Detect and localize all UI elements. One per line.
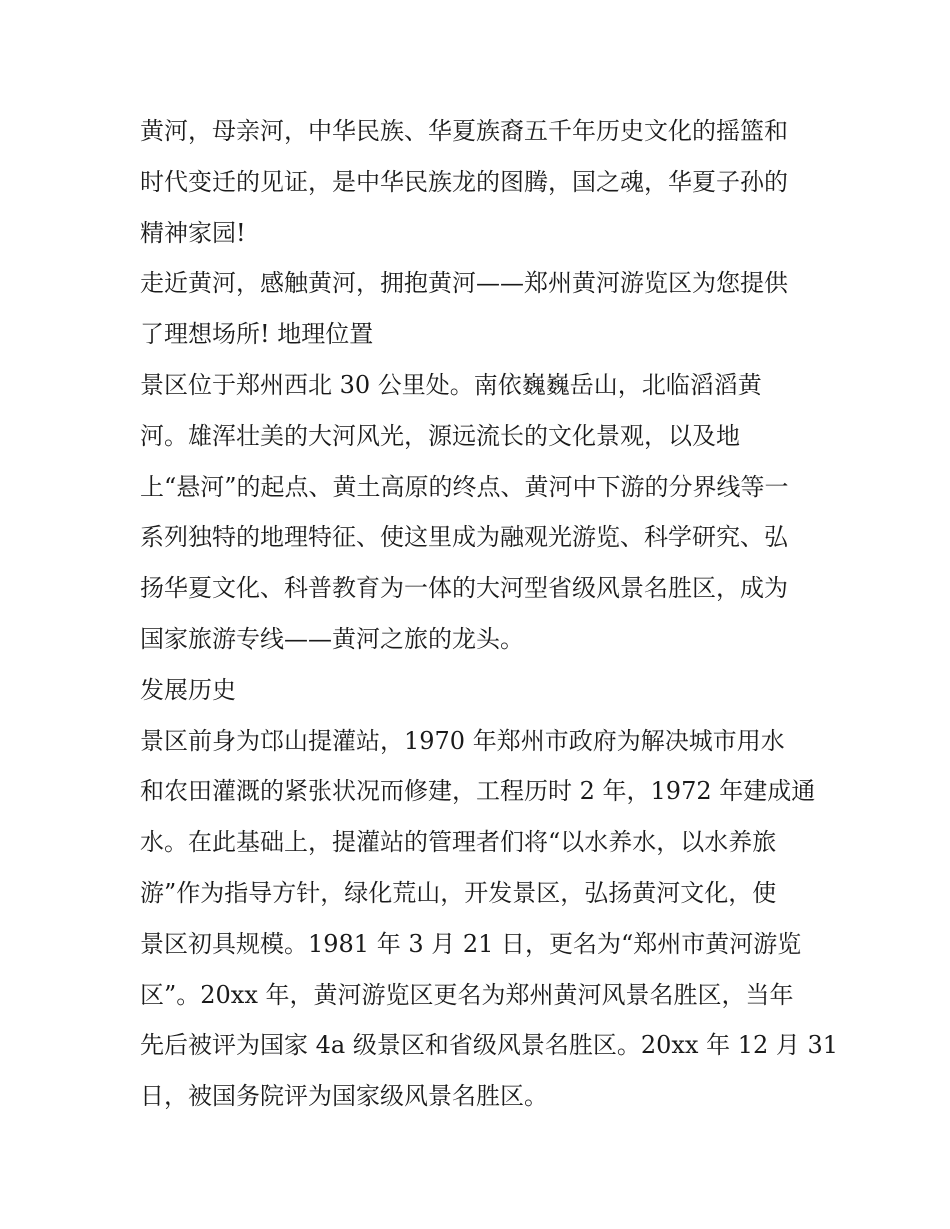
section-heading-history	[140, 665, 820, 716]
text-line: 了理想场所! 地理位置	[140, 320, 374, 349]
text-line: 水。在此基础上，提灌站的管理者们将“以水养水，以水养旅	[140, 828, 777, 857]
text-line: 时代变迁的见证，是中华民族龙的图腾，国之魂，华夏子孙的	[140, 167, 788, 196]
text-line: 走近黄河，感触黄河，拥抱黄河——郑州黄河游览区为您提供	[140, 269, 788, 298]
document-body	[140, 106, 839, 1122]
text-line: 和农田灌溉的紧张状况而修建，工程历时 2 年，1972 年建成通	[140, 777, 816, 806]
text-line: 景区初具规模。1981 年 3 月 21 日，更名为“郑州市黄河游览	[140, 929, 802, 958]
text-line: 扬华夏文化、科普教育为一体的大河型省级风景名胜区，成为	[140, 574, 788, 603]
text-line: 日，被国务院评为国家级风景名胜区。	[140, 1082, 548, 1111]
text-line: 游”作为指导方针，绿化荒山，开发景区，弘扬黄河文化，使	[140, 878, 777, 907]
text-line: 先后被评为国家 4a 级景区和省级风景名胜区。20xx 年 12 月 31	[140, 1031, 839, 1060]
text-line: 上“悬河”的起点、黄土高原的终点、黄河中下游的分界线等一	[140, 472, 789, 501]
text-line: 黄河，母亲河，中华民族、华夏族裔五千年历史文化的摇篮和	[140, 117, 788, 145]
text-line: 国家旅游专线——黄河之旅的龙头。	[140, 624, 524, 653]
text-line: 区”。20xx 年，黄河游览区更名为郑州黄河风景名胜区，当年	[140, 980, 794, 1009]
paragraph-intro	[140, 106, 820, 258]
text-line: 河。雄浑壮美的大河风光，源远流长的文化景观，以及地	[140, 421, 740, 450]
paragraph-location	[140, 360, 820, 665]
section-heading: 发展历史	[140, 675, 236, 704]
paragraph-invitation	[140, 258, 820, 360]
text-line: 系列独特的地理特征、使这里成为融观光游览、科学研究、弘	[140, 523, 788, 552]
text-line: 景区位于郑州西北 30 公里处。南依巍巍岳山，北临滔滔黄	[140, 370, 762, 399]
paragraph-history	[140, 716, 839, 1122]
text-line: 精神家园!	[140, 218, 246, 247]
text-line: 景区前身为邙山提灌站，1970 年郑州市政府为解决城市用水	[140, 726, 785, 755]
